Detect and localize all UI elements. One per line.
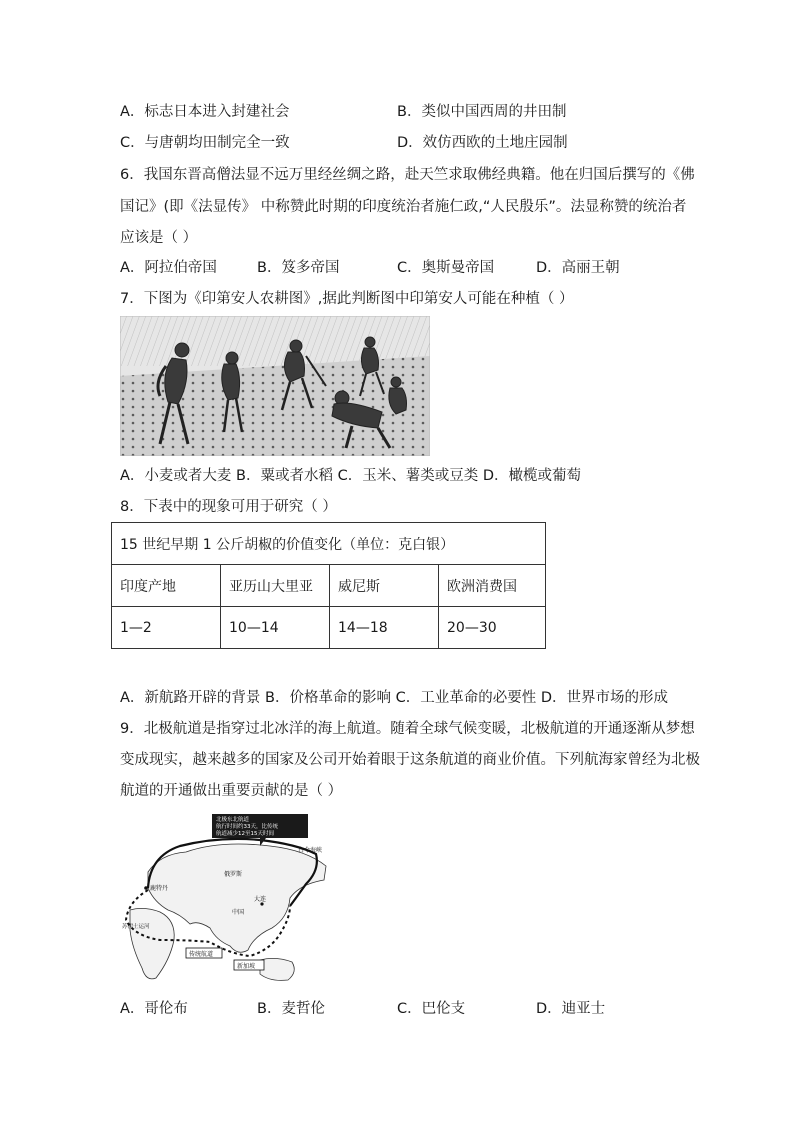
map-label-suez: 苏伊士运河 (122, 924, 150, 930)
arctic-route-map-svg (120, 810, 334, 988)
arctic-route-map (120, 810, 334, 988)
map-label-russia: 俄罗斯 (224, 871, 243, 878)
q9-stem-line3: 航道的开通做出重要贡献的是（ ） (120, 783, 343, 799)
farming-engraving-image (120, 316, 430, 456)
pepper-price-table (111, 522, 546, 649)
table-cell: 10—14 (221, 607, 330, 649)
q9-option-a: A．哥伦布 (120, 1001, 188, 1017)
q5-option-b: B．类似中国西周的井田制 (397, 104, 567, 120)
q9-option-c: C．巴伦支 (397, 1001, 466, 1017)
map-callout-line1: 北极东北航道 (216, 817, 250, 823)
table-header-cell: 亚历山大里亚 (221, 565, 330, 607)
q7-stem: 7．下图为《印第安人农耕图》,据此判断图中印第安人可能在种植（ ） (120, 291, 574, 307)
q6-option-c: C．奥斯曼帝国 (397, 260, 495, 276)
q9-option-d: D．迪亚士 (536, 1001, 606, 1017)
table-header-cell: 威尼斯 (330, 565, 439, 607)
q9-stem-line2: 变成现实，越来越多的国家及公司开始着眼于这条航道的商业价值。下列航海家曾经为北极 (120, 752, 700, 768)
q8-options: A．新航路开辟的背景 B．价格革命的影响 C．工业革命的必要性 D．世界市场的形成 (120, 690, 668, 706)
q9-option-b: B．麦哲伦 (257, 1001, 325, 1017)
q5-option-d: D．效仿西欧的土地庄园制 (397, 135, 568, 151)
q9-stem-line1: 9．北极航道是指穿过北冰洋的海上航道。随着全球气候变暖，北极航道的开通逐渐从梦想 (120, 721, 695, 737)
map-label-traditional: 传统航道 (189, 951, 214, 958)
q6-option-a: A．阿拉伯帝国 (120, 260, 217, 276)
map-label-singapore: 新加坡 (237, 963, 256, 970)
q6-stem-line1: 6．我国东晋高僧法显不远万里经丝绸之路，赴天竺求取佛经典籍。他在归国后撰写的《佛 (120, 167, 695, 183)
table-row (112, 607, 546, 649)
table-cell: 20—30 (439, 607, 546, 649)
map-callout-line3: 航道减少12至15天时间 (216, 831, 274, 837)
map-label-rotterdam: 鹿特丹 (150, 885, 169, 892)
map-label-bering: 白令海峡 (298, 847, 323, 854)
q5-option-a: A．标志日本进入封建社会 (120, 104, 290, 120)
map-label-dalian: 大连 (254, 896, 267, 903)
q6-option-b: B．笈多帝国 (257, 260, 340, 276)
table-cell: 1—2 (112, 607, 221, 649)
table-header-cell: 印度产地 (112, 565, 221, 607)
q6-option-d: D．高丽王朝 (536, 260, 620, 276)
q6-stem-line3: 应该是（ ） (120, 230, 198, 246)
table-header-row (112, 565, 546, 607)
q5-option-c: C．与唐朝均田制完全一致 (120, 135, 290, 151)
map-callout-line2: 航行时间约33天，比传统 (216, 824, 278, 830)
map-label-china: 中国 (232, 909, 245, 916)
table-cell: 14—18 (330, 607, 439, 649)
q7-options: A．小麦或者大麦 B．粟或者水稻 C．玉米、薯类或豆类 D．橄榄或葡萄 (120, 468, 581, 484)
indian-farming-illustration (120, 316, 430, 456)
table-title: 15 世纪早期 1 公斤胡椒的价值变化（单位：克白银） (112, 523, 546, 565)
table-header-cell: 欧洲消费国 (439, 565, 546, 607)
q8-stem: 8．下表中的现象可用于研究（ ） (120, 499, 337, 515)
q6-stem-line2: 国记》(即《法显传》 中称赞此时期的印度统治者施仁政,“人民殷乐”。法显称赞的统治者 (120, 199, 687, 215)
